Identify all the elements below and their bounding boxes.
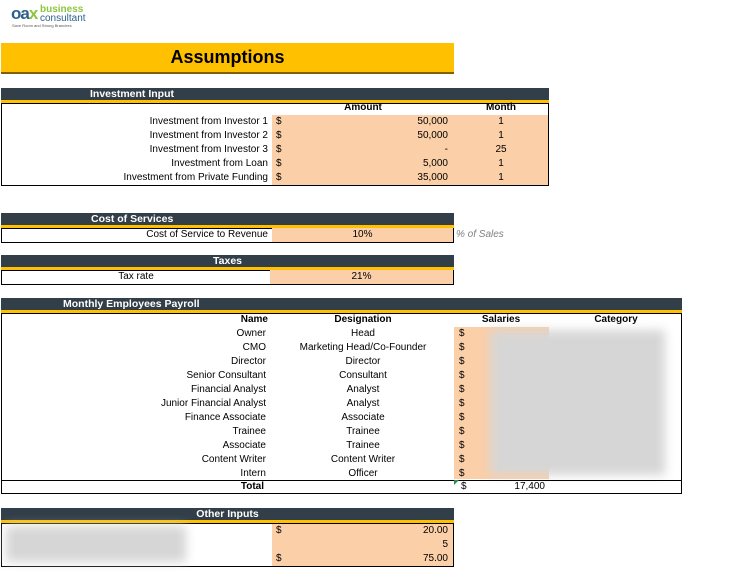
other-row-currency: $	[276, 525, 282, 536]
other-row-value[interactable]: 75.00	[422, 553, 448, 564]
investment-row-currency: $	[276, 158, 282, 169]
payroll-row-name: Finance Associate	[184, 412, 266, 423]
col-name: Name	[240, 314, 268, 325]
investment-row-amount[interactable]: 50,000	[417, 130, 448, 141]
investment-row-currency: $	[276, 144, 282, 155]
payroll-row-currency: $	[459, 328, 465, 339]
logo-word-consultant: consultant	[40, 13, 86, 24]
tax-rate-value[interactable]: 21%	[270, 270, 453, 284]
payroll-row-designation: Associate	[341, 412, 385, 423]
payroll-row-name: CMO	[242, 342, 266, 353]
investment-row-label: Investment from Private Funding	[123, 172, 268, 183]
taxes-header	[1, 255, 454, 270]
payroll-row-designation: Analyst	[346, 398, 380, 409]
investment-row-month[interactable]: 25	[495, 144, 507, 155]
payroll-row-designation: Officer	[348, 468, 378, 479]
payroll-row-name: Associate	[222, 440, 266, 451]
payroll-row-designation: Marketing Head/Co-Founder	[299, 342, 427, 353]
logo-mark-o: oa	[11, 4, 29, 23]
investment-row-label: Investment from Investor 2	[149, 130, 268, 141]
payroll-row-designation: Director	[345, 356, 381, 367]
payroll-row-currency: $	[459, 412, 465, 423]
cost-services-header-label: Cost of Services	[91, 213, 174, 225]
investment-row-amount[interactable]: 5,000	[422, 158, 448, 169]
logo-tagline: Save Room and Strong Branches	[12, 23, 72, 28]
payroll-row-designation: Consultant	[339, 370, 387, 381]
investment-row-currency: $	[276, 116, 282, 127]
tax-rate-label: Tax rate	[118, 271, 154, 282]
cell-indicator-icon	[454, 480, 459, 485]
payroll-row-currency: $	[459, 384, 465, 395]
col-designation: Designation	[334, 314, 392, 325]
investment-row-currency: $	[276, 130, 282, 141]
cost-service-note: % of Sales	[456, 229, 504, 240]
payroll-header-label: Monthly Employees Payroll	[63, 298, 200, 310]
payroll-total-label: Total	[240, 481, 264, 492]
payroll-row-currency: $	[459, 440, 465, 451]
col-salaries: Salaries	[481, 314, 521, 325]
other-inputs-header-label: Other Inputs	[196, 508, 259, 520]
other-row-currency: $	[276, 553, 282, 564]
page-title: Assumptions	[1, 43, 454, 74]
payroll-row-name: Intern	[240, 468, 266, 479]
taxes-header-label: Taxes	[213, 255, 242, 267]
payroll-row-designation: Head	[351, 328, 375, 339]
payroll-row-name: Director	[230, 356, 266, 367]
payroll-row-name: Financial Analyst	[190, 384, 266, 395]
investment-row-label: Investment from Investor 1	[149, 116, 268, 127]
payroll-row-currency: $	[459, 398, 465, 409]
investment-row-amount[interactable]: 50,000	[417, 116, 448, 127]
investment-row-month[interactable]: 1	[498, 158, 504, 169]
other-row-value[interactable]: 20.00	[422, 525, 448, 536]
payroll-row-currency: $	[459, 454, 465, 465]
payroll-row-designation: Trainee	[346, 426, 380, 437]
other-inputs-header	[1, 508, 454, 523]
cost-service-value[interactable]: 10%	[272, 228, 453, 242]
redacted-salary-category	[490, 330, 665, 475]
investment-header-label: Investment Input	[90, 88, 175, 100]
logo-mark	[11, 4, 37, 24]
payroll-row-name: Junior Financial Analyst	[160, 398, 266, 409]
payroll-row-designation: Content Writer	[330, 454, 396, 465]
payroll-row-designation: Analyst	[346, 384, 380, 395]
payroll-row-currency: $	[459, 342, 465, 353]
investment-row-amount[interactable]: 35,000	[417, 172, 448, 183]
col-amount: Amount	[344, 102, 382, 113]
payroll-row-name: Senior Consultant	[186, 370, 266, 381]
investment-row-label: Investment from Investor 3	[149, 144, 268, 155]
payroll-row-currency: $	[459, 468, 465, 479]
other-row-value[interactable]: 5	[442, 539, 448, 550]
payroll-row-currency: $	[459, 426, 465, 437]
payroll-row-currency: $	[459, 370, 465, 381]
payroll-total-currency: $	[461, 481, 467, 492]
investment-row-month[interactable]: 1	[498, 172, 504, 183]
cost-service-label: Cost of Service to Revenue	[146, 229, 268, 240]
investment-row-label: Investment from Loan	[171, 158, 268, 169]
payroll-row-name: Trainee	[232, 426, 266, 437]
logo-mark-x: x	[28, 4, 38, 23]
investment-row-month[interactable]: 1	[498, 116, 504, 127]
payroll-total-value: 17,400	[514, 481, 545, 492]
logo-word-business: business	[40, 4, 84, 15]
investment-row-amount[interactable]: -	[444, 144, 448, 155]
investment-row-currency: $	[276, 172, 282, 183]
investment-row-month[interactable]: 1	[498, 130, 504, 141]
payroll-row-currency: $	[459, 356, 465, 367]
payroll-row-name: Owner	[236, 328, 266, 339]
payroll-row-designation: Trainee	[346, 440, 380, 451]
cost-services-header	[1, 213, 454, 228]
col-month: Month	[486, 102, 516, 113]
payroll-row-name: Content Writer	[201, 454, 266, 465]
payroll-header	[1, 298, 682, 313]
redacted-other-labels	[6, 526, 186, 562]
col-category: Category	[594, 314, 638, 325]
